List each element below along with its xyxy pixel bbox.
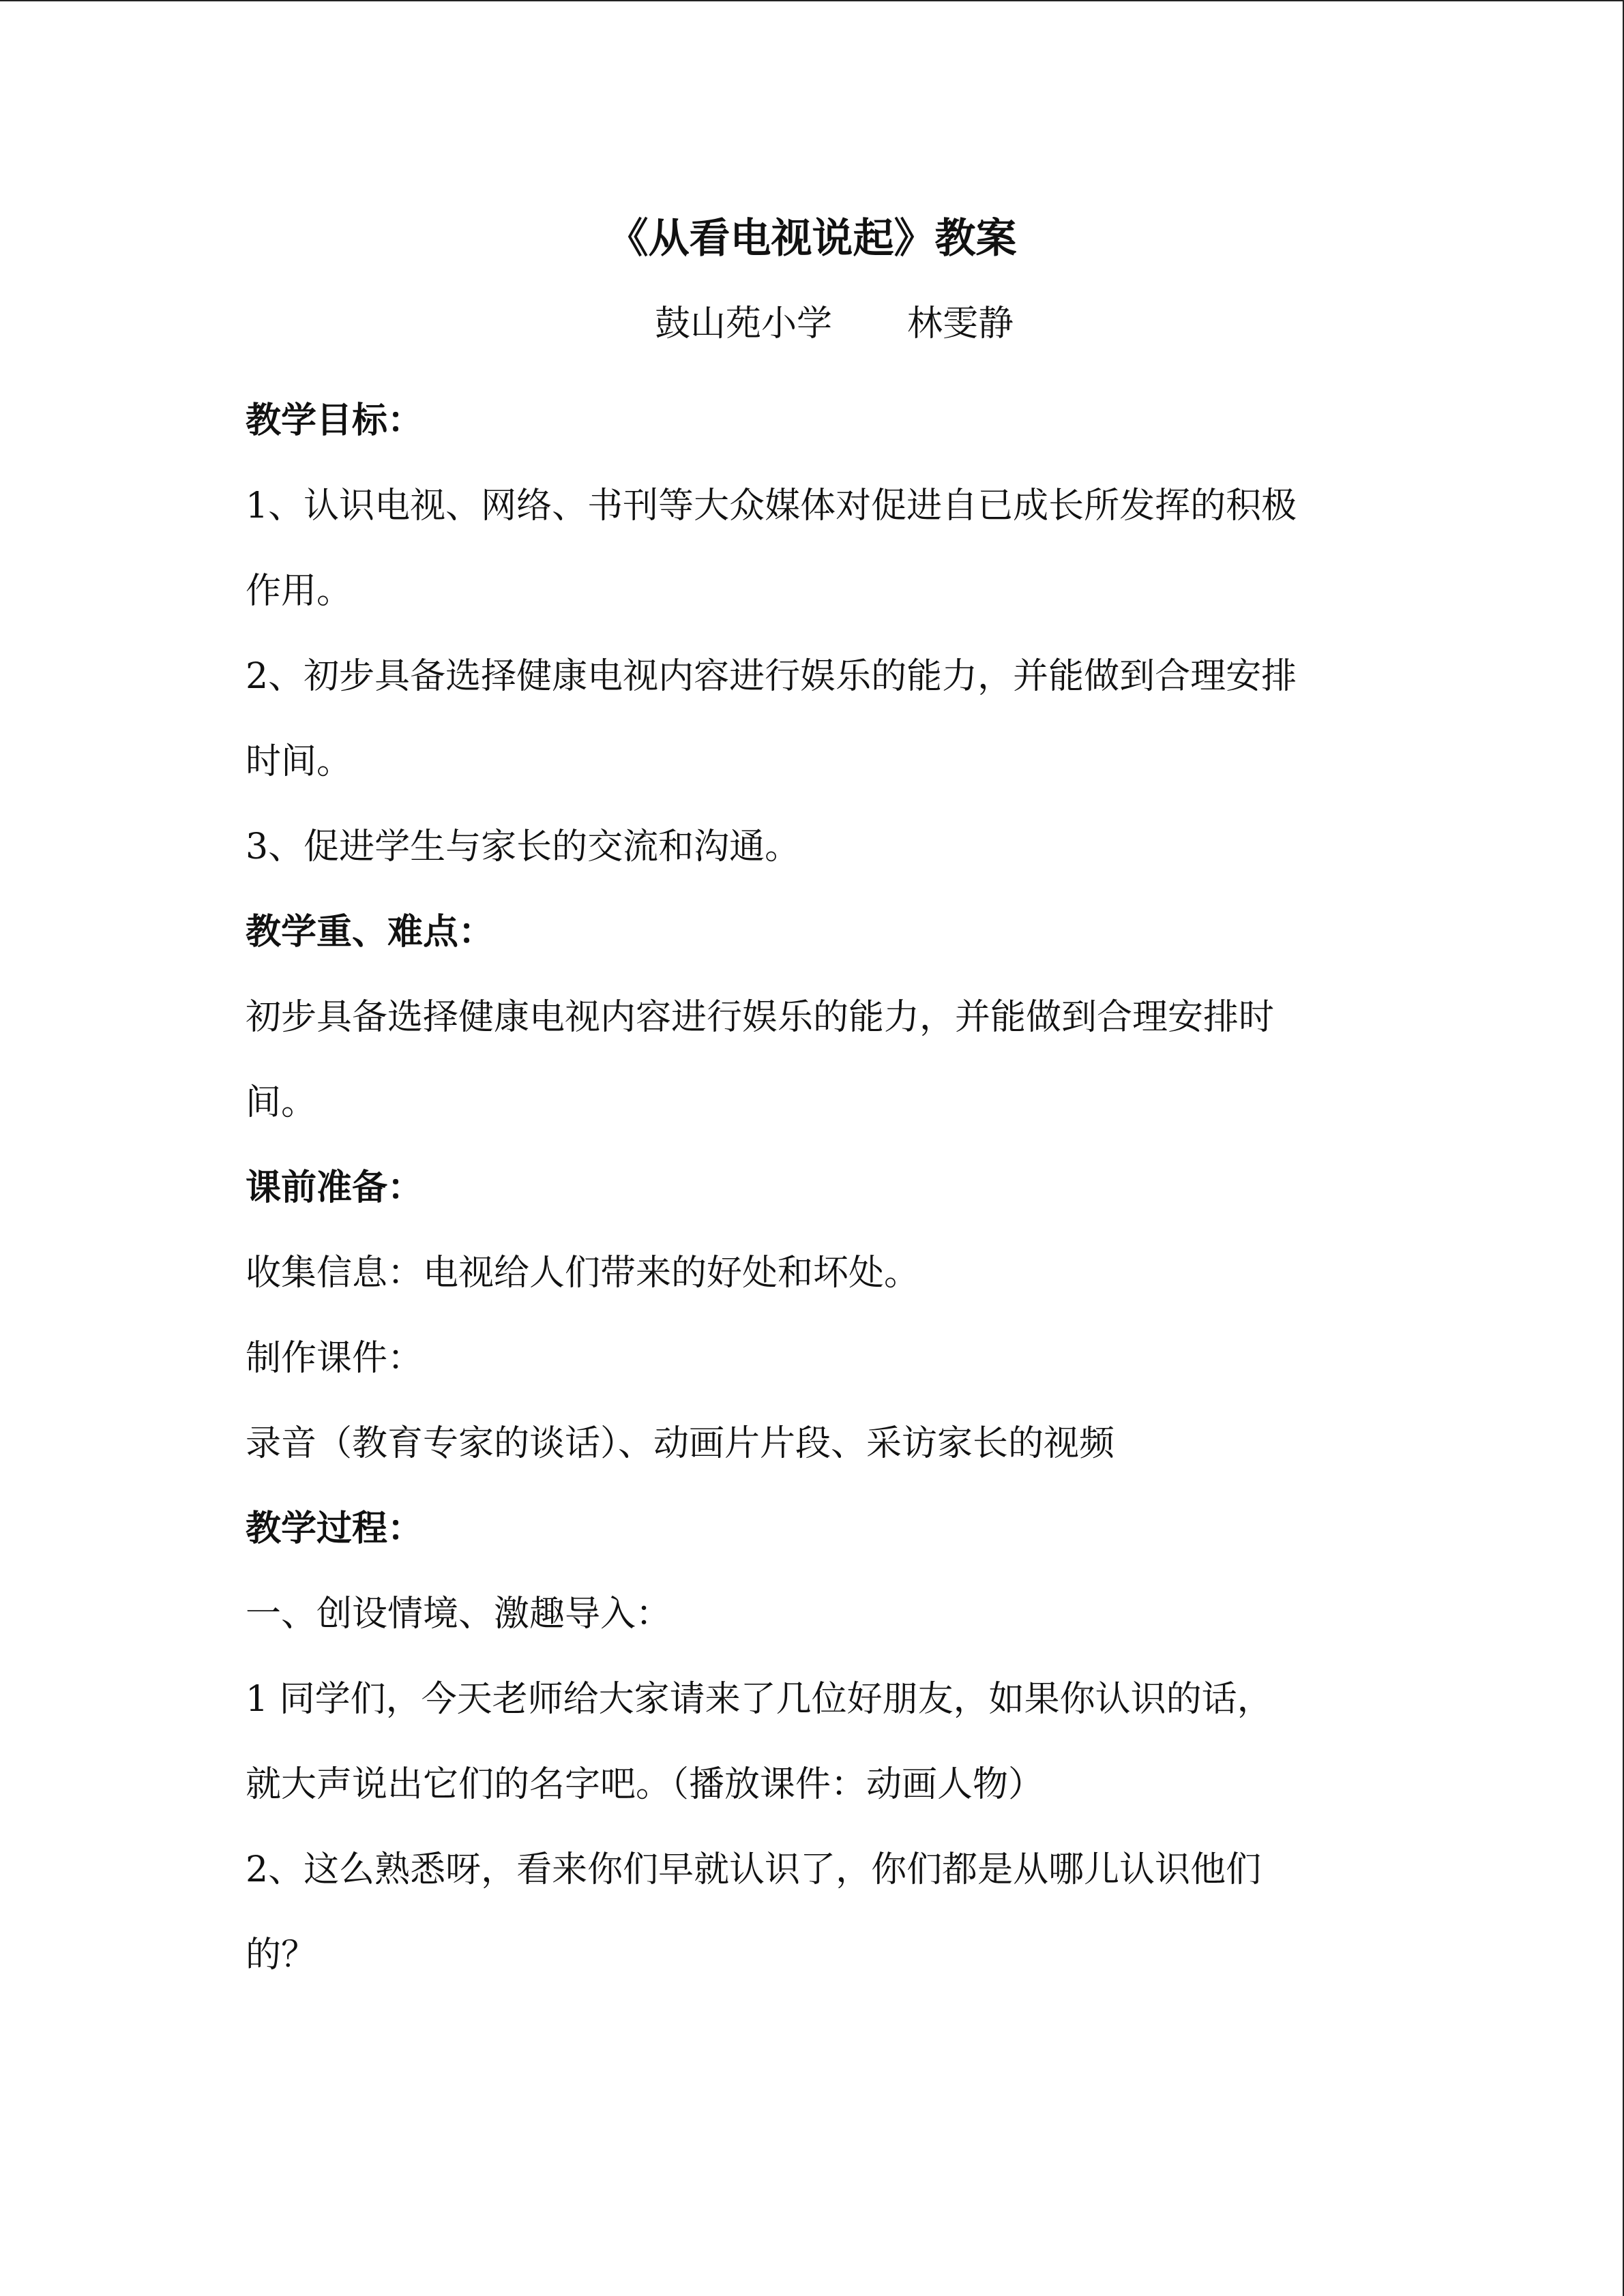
- body-line: 就大声说出它们的名字吧。（播放课件：动画人物）: [246, 1764, 1044, 1805]
- body-line: 间。: [246, 1082, 317, 1123]
- body-line: 一、创设情境、激趣导入：: [246, 1594, 672, 1635]
- body-line: 时间。: [246, 741, 353, 782]
- section-heading: 教学过程：: [246, 1508, 424, 1549]
- document-byline: [655, 293, 1014, 355]
- body-line: 1、认识电视、网络、书刊等大众媒体对促进自已成长所发挥的积极: [246, 486, 1297, 526]
- document-title: 《从看电视说起》教案: [607, 215, 1017, 263]
- body-line: 2、初步具备选择健康电视内容进行娱乐的能力，并能做到合理安排: [246, 656, 1297, 697]
- section-heading: 教学目标：: [246, 400, 424, 441]
- body-line: 3、促进学生与家长的交流和沟通。: [246, 826, 801, 867]
- body-line: 的？: [246, 1935, 317, 1976]
- body-line: 初步具备选择健康电视内容进行娱乐的能力，并能做到合理安排时: [246, 997, 1275, 1038]
- school-name: 鼓山苑小学: [655, 303, 833, 344]
- section-heading: 课前准备：: [246, 1167, 424, 1208]
- body-line: 作用。: [246, 571, 353, 612]
- section-heading: 教学重、难点：: [246, 912, 494, 953]
- body-line: 录音（教育专家的谈话）、动画片片段、采访家长的视频: [246, 1423, 1115, 1464]
- body-line: 1 同学们，今天老师给大家请来了几位好朋友，如果你认识的话，: [246, 1679, 1273, 1720]
- author-name: 林雯静: [907, 303, 1014, 344]
- document-body: [246, 378, 1391, 1998]
- body-line: 制作课件：: [246, 1338, 424, 1379]
- body-line: 2、这么熟悉呀，看来你们早就认识了，你们都是从哪儿认识他们: [246, 1849, 1262, 1890]
- body-line: 收集信息：电视给人们带来的好处和坏处。: [246, 1253, 920, 1294]
